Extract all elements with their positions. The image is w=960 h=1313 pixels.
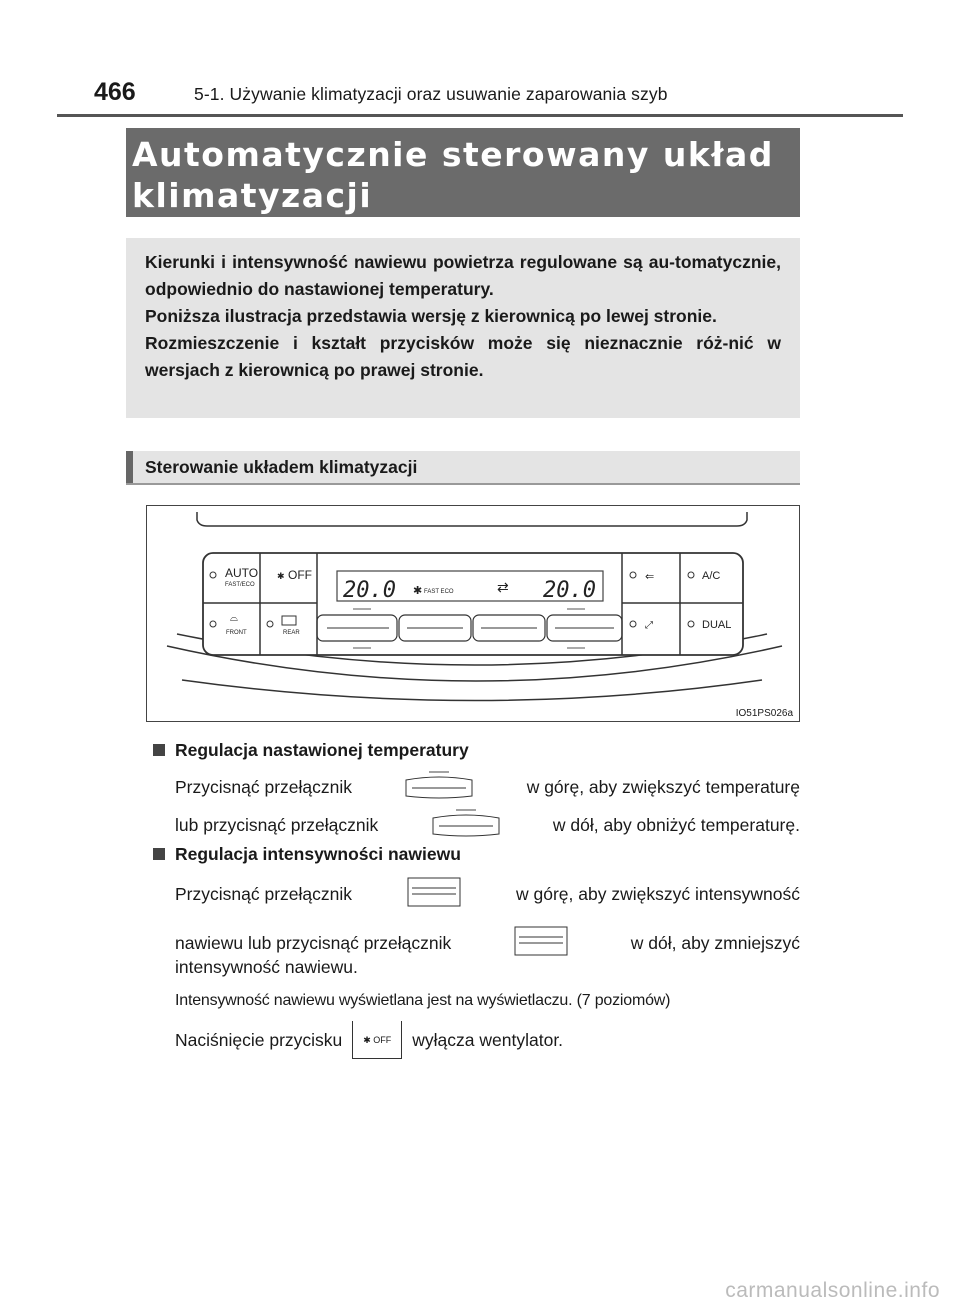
temp-text-1b: w górę, aby zwiększyć temperaturę [526,777,800,797]
temp-heading [153,740,469,761]
temp-text-2b: w dół, aby obniżyć temperaturę. [552,815,800,835]
page-number: 466 [94,78,136,106]
display-airflow-icon: ⇄ [497,579,509,595]
control-panel-figure [146,505,800,722]
front-button: FRONT [226,630,247,636]
intro-paragraph: Poniższa ilustracja przedstawia wersję z kierownicą po lewej stronie. [145,306,717,326]
display-mode: FAST ECO [424,589,454,595]
figure-code: IO51PS026a [735,708,793,719]
temp-switch-up-icon [404,770,474,805]
rear-button: REAR [283,630,300,636]
fan-text-3: intensywność nawiewu. [175,957,358,977]
fan-text-2a: nawiewu lub przycisnąć przełącznik [175,933,452,953]
bullet-square-icon [153,744,165,756]
auto-sub-label: FAST/ECO [225,582,255,588]
fan-switch-up-icon [406,876,462,913]
chapter-title: Automatycznie sterowany układ klimatyzacji [126,128,800,217]
fan-heading [153,844,461,865]
bullet-square-icon [153,848,165,860]
auto-button: AUTO [225,566,259,580]
fan-heading-text: Regulacja intensywności nawiewu [175,844,461,864]
header-rule [57,114,903,117]
intro-box [126,238,800,418]
fan-off-button-icon: ✱ OFF [352,1021,402,1059]
section-rule [126,483,800,485]
temp-text-1a: Przycisnąć przełącznik [175,777,352,797]
ac-button: A/C [702,570,721,582]
section-heading: Sterowanie układem klimatyzacji [126,451,800,484]
intro-paragraph: Rozmieszczenie i kształt przycisków może się nieznacznie róż-nić w wersjach z kierownicą po prawej stronie. [145,333,781,380]
temp-heading-text: Regulacja nastawionej temperatury [175,740,469,760]
temp-text-2a: lub przycisnąć przełącznik [175,815,379,835]
fan-text-2b: w dół, aby zmniejszyć [630,933,800,953]
intro-paragraph: Kierunki i intensywność nawiewu powietrza regulowane są au-tomatycznie, odpowiednio do nastawionej temperatury. [145,252,781,299]
left-temp-readout: 20.0 [343,578,396,603]
page-header [94,78,668,107]
control-panel-illustration [147,506,799,721]
section-header: 5-1. Używanie klimatyzacji oraz usuwanie zaparowania szyb [194,84,668,104]
right-temp-readout: 20.0 [543,578,596,603]
fan-line-4 [175,1021,800,1059]
temp-line-2 [175,808,800,843]
front-defrost-icon: ⌓ [230,613,238,624]
off-button: OFF [288,568,312,582]
fan-line-1 [175,876,800,913]
fan-icon: ✱ [277,571,285,581]
display-fan-icon: ✱ [413,585,423,597]
temp-line-1 [175,770,800,805]
dual-button: DUAL [702,619,732,631]
fan-text-1a: Przycisnąć przełącznik [175,884,352,904]
fan-text-1b: w górę, aby zwiększyć intensywność [516,884,800,904]
fan-note: Intensywność nawiewu wyświetlana jest na wyświetlaczu. (7 poziomów) [175,992,671,1009]
fan-text-4b: wyłącza wentylator. [412,1029,564,1050]
fan-text-4a: Naciśnięcie przycisku [175,1029,343,1050]
seat-airflow-icon: ⤢ [645,620,653,631]
fan-off-label: OFF [373,1035,392,1045]
watermark: carmanualsonline.info [725,1279,940,1302]
temp-switch-down-icon [431,808,501,843]
recirculation-icon: ⇐ [645,571,655,583]
